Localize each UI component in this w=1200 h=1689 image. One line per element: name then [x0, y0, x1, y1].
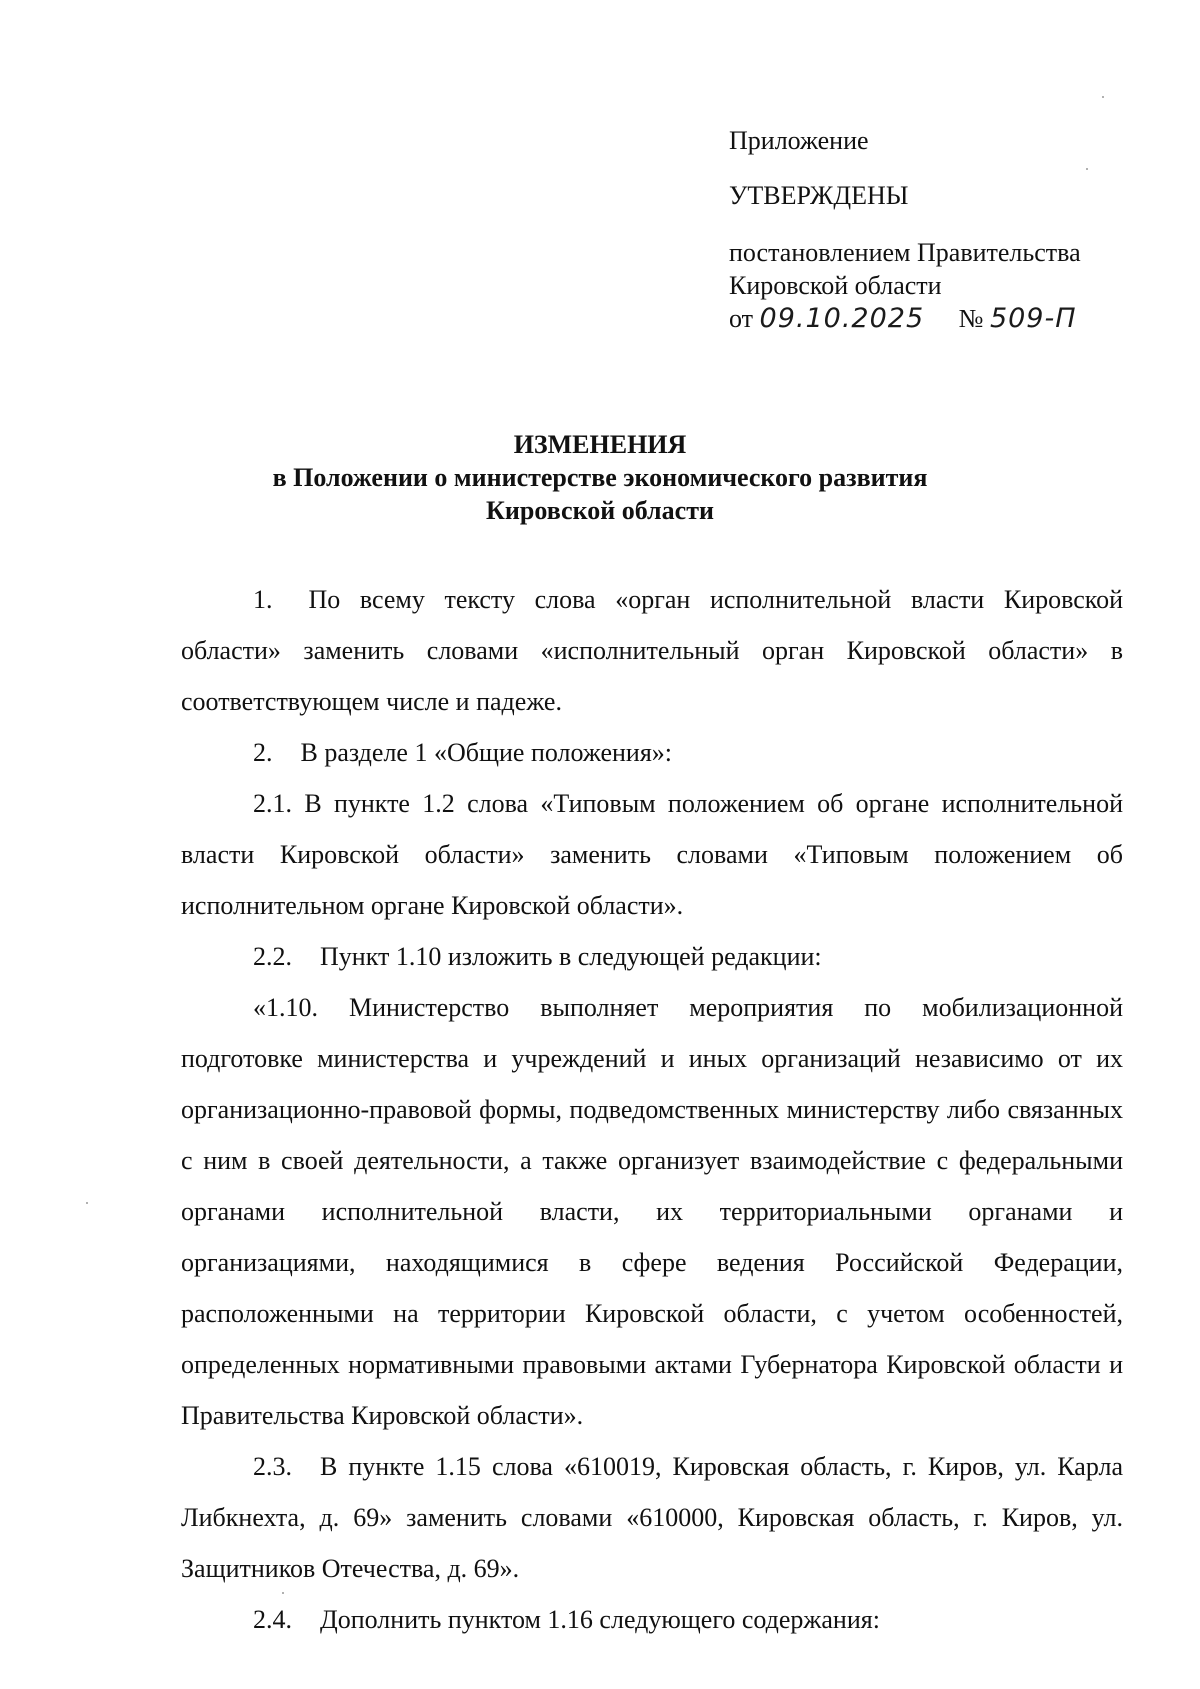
- item-text: Пункт 1.10 изложить в следующей редакции:: [320, 942, 822, 971]
- scan-speck: [86, 1202, 88, 1204]
- item-text: «1.10. Министерство выполняет мероприятия по мобилизационной подготовке министерства и учреждений и иных организаций независимо от их организационно-правовой формы, подведомственных министерству либо связанных с ним в своей деятельности, а также организует взаимодействие с федеральными органами исполнительной власти, их территориальными органами и организациями, находящимися в сфере ведения Российской Федерации, расположенными на территории Кировской области, с учетом особенностей, определенных нормативными правовыми актами Губернатора Кировской области и Правительства Кировской области».: [181, 993, 1123, 1430]
- approval-block: [729, 124, 1169, 335]
- item-number: 2.3.: [253, 1452, 292, 1481]
- item-text: В пункте 1.2 слова «Типовым положением об органе исполнительной власти Кировской области» заменить словами «Типовым положением об исполнительном органе Кировской области».: [181, 789, 1123, 920]
- item-text: В разделе 1 «Общие положения»:: [300, 738, 673, 767]
- item-text: В пункте 1.15 слова «610019, Кировская область, г. Киров, ул. Карла Либкнехта, д. 69» заменить словами «610000, Кировская область, г. Киров, ул. Защитников Отечества, д. 69».: [181, 1452, 1123, 1583]
- resolution-date-number: [729, 302, 1169, 335]
- appendix-label: Приложение: [729, 126, 869, 155]
- item-number: 1.: [253, 585, 273, 614]
- handwritten-number: 509-П: [989, 303, 1077, 334]
- item-number: 2.: [253, 738, 273, 767]
- item-number: 2.4.: [253, 1605, 292, 1634]
- paragraph-quoted-1-10: [181, 982, 1123, 1441]
- paragraph-item-2-3: [181, 1441, 1123, 1594]
- resolution-line-1: постановлением Правительства: [729, 238, 1081, 267]
- paragraph-item-1: [181, 574, 1123, 727]
- item-number: 2.2.: [253, 942, 292, 971]
- resolution-line-2: Кировской области: [729, 271, 942, 300]
- handwritten-date: 09.10.2025: [759, 303, 925, 334]
- scan-speck: [1086, 168, 1088, 170]
- number-sign: №: [958, 304, 984, 333]
- paragraph-item-2-1: [181, 778, 1123, 931]
- paragraph-item-2-2: [181, 931, 1123, 982]
- scan-speck: [1102, 96, 1104, 98]
- document-title: [150, 428, 1050, 527]
- item-number: 2.1.: [253, 789, 292, 818]
- document-body: [181, 574, 1123, 1645]
- paragraph-item-2-4: [181, 1594, 1123, 1645]
- title-line-1: ИЗМЕНЕНИЯ: [513, 430, 687, 459]
- title-line-3: Кировской области: [486, 496, 714, 525]
- item-text: Дополнить пунктом 1.16 следующего содержания:: [320, 1605, 880, 1634]
- title-line-2: в Положении о министерстве экономического развития: [272, 463, 928, 492]
- scan-speck: [282, 1592, 284, 1594]
- paragraph-item-2: [181, 727, 1123, 778]
- approved-label: УТВЕРЖДЕНЫ: [729, 181, 909, 210]
- from-prefix: от: [729, 304, 754, 333]
- item-text: По всему тексту слова «орган исполнительной власти Кировской области» заменить словами «исполнительный орган Кировской области» в соответствующем числе и падеже.: [181, 585, 1123, 716]
